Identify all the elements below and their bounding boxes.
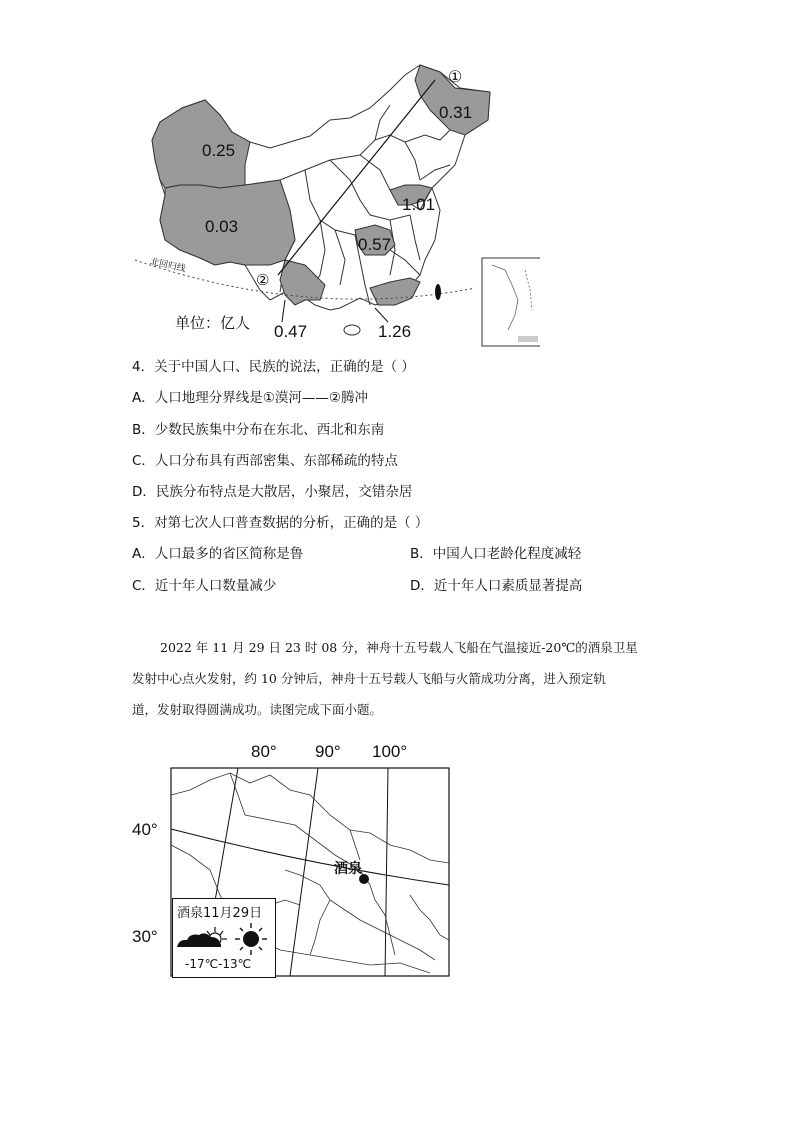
sun-icon <box>235 923 267 955</box>
weather-temp: -17℃-13℃ <box>185 957 252 971</box>
tropic-label: 北回归线 <box>149 256 187 274</box>
q5-option-a[interactable]: A．人口最多的省区简称是鲁 <box>132 546 304 562</box>
weather-box <box>172 898 276 978</box>
value-shandong: 1.01 <box>402 195 436 214</box>
weather-title: 酒泉11月29日 <box>177 906 263 921</box>
q4-option-d[interactable]: D．民族分布特点是大散居，小聚居，交错杂居 <box>132 484 413 500</box>
guangdong-region <box>370 278 420 305</box>
city-label: 酒泉 <box>334 861 362 877</box>
value-guangdong: 1.26 <box>378 322 412 341</box>
q5-option-b[interactable]: B．中国人口老龄化程度减轻 <box>410 546 582 562</box>
value-yunnan: 0.47 <box>274 322 308 341</box>
q4-option-a[interactable]: A．人口地理分界线是①漠河——②腾冲 <box>132 390 368 406</box>
lat-label-40: 40° <box>132 820 158 839</box>
cloudy-sun-icon <box>177 927 227 947</box>
value-xinjiang: 0.25 <box>202 141 236 160</box>
china-population-map <box>120 60 540 350</box>
q4-option-c[interactable]: C．人口分布具有西部密集、东部稀疏的特点 <box>132 453 398 469</box>
lon-label-90: 90° <box>315 742 341 761</box>
value-heilongjiang: 0.31 <box>439 103 473 122</box>
question-5-stem: 5．对第七次人口普查数据的分析，正确的是（ ） <box>132 515 429 531</box>
lat-label-30: 30° <box>132 927 158 946</box>
passage <box>132 632 672 725</box>
unit-label: 单位：亿人 <box>175 314 251 332</box>
q4-option-b[interactable]: B．少数民族集中分布在东北、西北和东南 <box>132 422 385 438</box>
xinjiang-region <box>152 100 250 188</box>
passage-line-3: 道，发射取得圆满成功。读图完成下面小题。 <box>132 702 383 717</box>
yunnan-region <box>280 260 325 305</box>
lon-label-100: 100° <box>372 742 408 761</box>
weather-icons <box>175 923 271 955</box>
marker-2: ② <box>256 272 270 289</box>
marker-1: ① <box>448 69 463 86</box>
value-henan: 0.57 <box>358 235 392 254</box>
lon-label-80: 80° <box>251 742 277 761</box>
question-4-stem: 4．关于中国人口、民族的说法，正确的是（ ） <box>132 359 415 375</box>
china-map-drawing <box>120 60 540 350</box>
value-tibet: 0.03 <box>205 217 239 236</box>
passage-line-1: 2022 年 11 月 29 日 23 时 08 分，神舟十五号载人飞船在气温接近-20℃的酒泉卫星 <box>160 640 638 655</box>
q5-option-c[interactable]: C．近十年人口数量减少 <box>132 578 277 594</box>
q5-option-d[interactable]: D．近十年人口素质显著提高 <box>410 578 583 594</box>
passage-line-2: 发射中心点火发射，约 10 分钟后，神舟十五号载人飞船与火箭成功分离，进入预定轨 <box>132 671 606 686</box>
population-boundary-line <box>278 80 435 275</box>
